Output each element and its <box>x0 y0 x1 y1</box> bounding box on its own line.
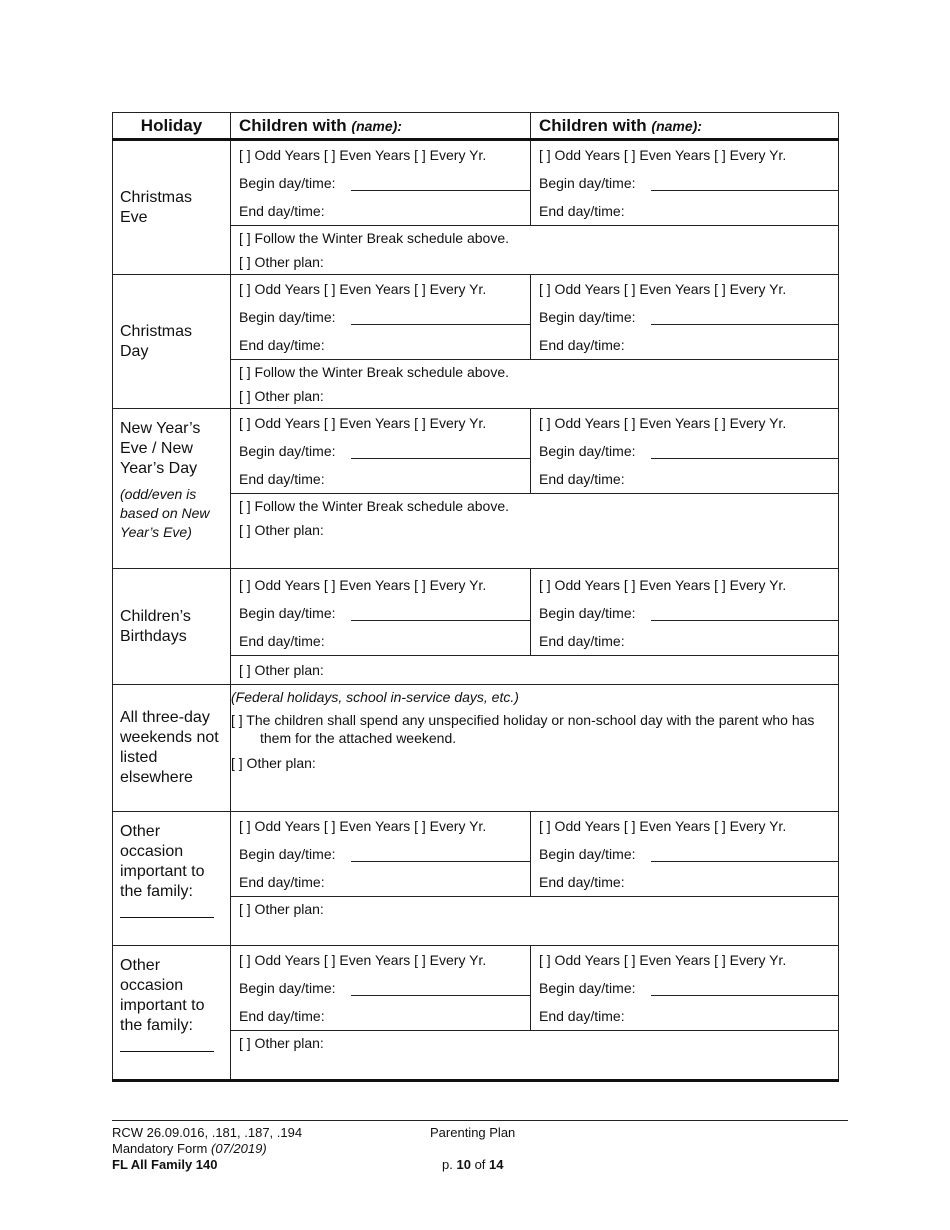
other-plan-checkbox[interactable]: [ ] Other plan: <box>231 755 316 771</box>
begin-daytime-field[interactable]: Begin day/time: <box>531 437 838 465</box>
begin-daytime-field[interactable]: Begin day/time: <box>231 169 530 197</box>
occasion-name-blank[interactable] <box>120 916 214 918</box>
end-daytime-field[interactable]: End day/time: <box>539 874 625 890</box>
christmas-day-label: Christmas Day <box>113 275 231 409</box>
other-plan-checkbox[interactable]: [ ] Other plan: <box>239 662 324 678</box>
end-daytime-field[interactable]: End day/time: <box>239 471 325 487</box>
mandatory-form: Mandatory Form (07/2019) <box>112 1141 267 1156</box>
christmas-day-row <box>113 275 839 360</box>
years-checkboxes[interactable]: [ ] Odd Years [ ] Even Years [ ] Every Yr. <box>239 952 487 968</box>
other-plan-checkbox[interactable]: [ ] Other plan: <box>239 388 324 404</box>
other-occasion-label: Other occasion important to the family: <box>113 946 231 1081</box>
parent-a-schedule <box>231 812 531 897</box>
footer-form-info <box>112 1125 412 1173</box>
begin-daytime-field[interactable]: Begin day/time: <box>531 840 838 868</box>
years-checkboxes[interactable]: [ ] Odd Years [ ] Even Years [ ] Every Yr. <box>539 147 787 163</box>
three-day-weekends-label: All three-day weekends not listed elsewhere <box>113 685 231 812</box>
christmas-eve-label: Christmas Eve <box>113 140 231 275</box>
years-checkboxes[interactable]: [ ] Odd Years [ ] Even Years [ ] Every Yr. <box>539 952 787 968</box>
parent-b-schedule <box>531 140 839 226</box>
new-years-row <box>113 409 839 494</box>
plan-options <box>231 226 839 275</box>
other-plan-checkbox[interactable]: [ ] Other plan: <box>239 254 324 270</box>
parent-a-schedule <box>231 569 531 656</box>
plan-options <box>231 360 839 409</box>
follow-winter-break-checkbox[interactable]: [ ] Follow the Winter Break schedule above. <box>239 498 510 514</box>
begin-daytime-field[interactable]: Begin day/time: <box>231 599 530 627</box>
other-occasion-row <box>113 946 839 1031</box>
years-checkboxes[interactable]: [ ] Odd Years [ ] Even Years [ ] Every Yr. <box>539 281 787 297</box>
begin-daytime-field[interactable]: Begin day/time: <box>231 303 530 331</box>
end-daytime-field[interactable]: End day/time: <box>539 337 625 353</box>
holiday-column-header: Holiday <box>113 113 231 140</box>
other-occasion-label: Other occasion important to the family: <box>113 812 231 946</box>
years-checkboxes[interactable]: [ ] Odd Years [ ] Even Years [ ] Every Yr. <box>539 818 787 834</box>
years-checkboxes[interactable]: [ ] Odd Years [ ] Even Years [ ] Every Yr. <box>239 147 487 163</box>
other-occasion-row <box>113 812 839 897</box>
begin-daytime-field[interactable]: Begin day/time: <box>531 974 838 1002</box>
rcw-citation: RCW 26.09.016, .181, .187, .194 <box>112 1125 303 1140</box>
begin-daytime-field[interactable]: Begin day/time: <box>531 303 838 331</box>
page-number: p. 10 of 14 <box>442 1157 504 1172</box>
end-daytime-field[interactable]: End day/time: <box>239 874 325 890</box>
children-with-b-header: Children with (name): <box>531 113 839 140</box>
plan-options <box>231 494 839 569</box>
end-daytime-field[interactable]: End day/time: <box>539 1008 625 1024</box>
other-plan-checkbox[interactable]: [ ] Other plan: <box>239 901 324 917</box>
three-day-weekends-row <box>113 685 839 812</box>
plan-options <box>231 656 839 685</box>
begin-daytime-field[interactable]: Begin day/time: <box>231 974 530 1002</box>
begin-daytime-field[interactable]: Begin day/time: <box>531 169 838 197</box>
follow-winter-break-checkbox[interactable]: [ ] Follow the Winter Break schedule above. <box>239 364 510 380</box>
holiday-schedule-table <box>112 112 839 1082</box>
three-day-weekends-plan <box>231 685 839 812</box>
begin-daytime-field[interactable]: Begin day/time: <box>231 840 530 868</box>
parent-a-schedule <box>231 409 531 494</box>
document-title: Parenting Plan <box>430 1125 516 1140</box>
end-daytime-field[interactable]: End day/time: <box>239 337 325 353</box>
parent-b-schedule <box>531 409 839 494</box>
birthdays-row <box>113 569 839 656</box>
years-checkboxes[interactable]: [ ] Odd Years [ ] Even Years [ ] Every Yr. <box>239 415 487 431</box>
table-header <box>113 113 839 140</box>
parent-a-schedule <box>231 946 531 1031</box>
end-daytime-field[interactable]: End day/time: <box>239 633 325 649</box>
follow-winter-break-checkbox[interactable]: [ ] Follow the Winter Break schedule above. <box>239 230 510 246</box>
end-daytime-field[interactable]: End day/time: <box>539 203 625 219</box>
christmas-eve-row <box>113 140 839 226</box>
parent-b-schedule <box>531 569 839 656</box>
new-years-note: (odd/even is based on New Year’s Eve) <box>120 486 210 540</box>
unspecified-holiday-checkbox[interactable]: [ ] The children shall spend any unspecified holiday or non-school day with the parent who has them for the attached weekend. <box>231 712 815 746</box>
birthdays-label: Children’s Birthdays <box>113 569 231 685</box>
other-plan-checkbox[interactable]: [ ] Other plan: <box>239 1035 324 1051</box>
page-footer <box>112 1120 848 1172</box>
form-id: FL All Family 140 <box>112 1157 218 1172</box>
years-checkboxes[interactable]: [ ] Odd Years [ ] Even Years [ ] Every Yr. <box>539 577 787 593</box>
three-day-note: (Federal holidays, school in-service days, etc.) <box>231 689 519 705</box>
new-years-label: New Year’s Eve / New Year’s Day (odd/even is based on New Year’s Eve) <box>113 409 231 569</box>
years-checkboxes[interactable]: [ ] Odd Years [ ] Even Years [ ] Every Yr. <box>239 281 487 297</box>
plan-options <box>231 1031 839 1081</box>
parent-b-schedule <box>531 946 839 1031</box>
end-daytime-field[interactable]: End day/time: <box>539 633 625 649</box>
other-plan-checkbox[interactable]: [ ] Other plan: <box>239 522 324 538</box>
begin-daytime-field[interactable]: Begin day/time: <box>531 599 838 627</box>
parent-b-schedule <box>531 812 839 897</box>
years-checkboxes[interactable]: [ ] Odd Years [ ] Even Years [ ] Every Yr. <box>239 818 487 834</box>
years-checkboxes[interactable]: [ ] Odd Years [ ] Even Years [ ] Every Yr. <box>239 577 487 593</box>
years-checkboxes[interactable]: [ ] Odd Years [ ] Even Years [ ] Every Yr. <box>539 415 787 431</box>
end-daytime-field[interactable]: End day/time: <box>239 203 325 219</box>
plan-options <box>231 897 839 946</box>
children-with-a-header: Children with (name): <box>231 113 531 140</box>
end-daytime-field[interactable]: End day/time: <box>239 1008 325 1024</box>
parent-a-schedule <box>231 275 531 360</box>
parent-b-schedule <box>531 275 839 360</box>
parent-a-schedule <box>231 140 531 226</box>
begin-daytime-field[interactable]: Begin day/time: <box>231 437 530 465</box>
end-daytime-field[interactable]: End day/time: <box>539 471 625 487</box>
occasion-name-blank[interactable] <box>120 1050 214 1052</box>
